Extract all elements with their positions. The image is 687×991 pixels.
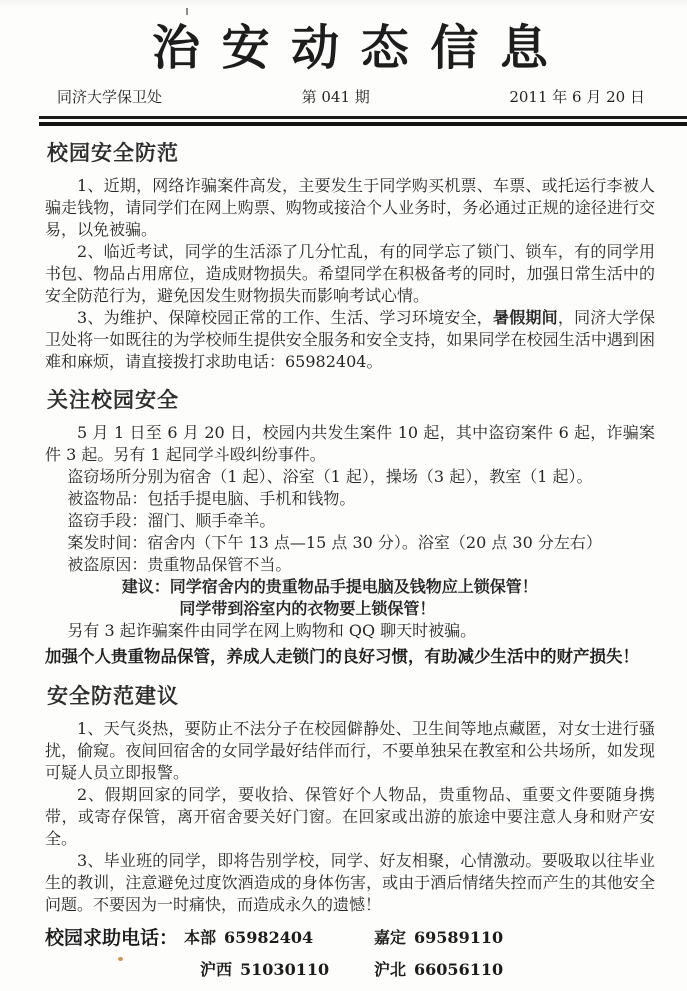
help-phone-label: 校园求助电话： [45,927,179,949]
issue-date: 2011 年 6 月 20 日 [509,88,645,106]
para-exam-season: 2、临近考试，同学的生活添了几分忙乱，有的同学忘了锁门、锁车，有的同学用书包、物品占用席位，造成财物损失。希望同学在积极备考的同时，加强日常生活中的安全防范行为，避免因发生财物损失而影响考试心情。 [45,242,655,305]
emphasis-valuables-reminder: 加强个人贵重物品保管，养成人走锁门的良好习惯，有助减少生活中的财产损失！ [45,647,639,666]
para-network-fraud: 1、近期，网络诈骗案件高发，主要发生于同学购买机票、车票、或托运行李被人骗走钱物，请同学们在网上购票、购物或接洽个人业务时，务必通过正规的途径进行交易，以免被骗。 [45,176,655,239]
para-hot-weather-caution: 1、天气炎热，要防止不法分子在校园僻静处、卫生间等地点藏匿，对女士进行骚扰，偷窥。夜间回宿舍的女同学最好结伴而行，不要单独呆在教室和公共场所，如发现可疑人员立即报警。 [45,719,655,782]
scan-artifact-dot [118,957,123,961]
phone-entry-hubei [374,960,503,980]
section-safety-advice [45,683,655,916]
section-heading-prevention: 校园安全防范 [47,141,179,165]
phone-number: 51030110 [240,960,330,979]
line-case-statistics: 5 月 1 日至 6 月 20 日，校园内共发生案件 10 起，其中盗窃案件 6 起，诈骗案件 3 起。另有 1 起同学斗殴纠纷事件。 [45,423,655,464]
para-summer-service [45,307,655,373]
phone-name: 沪西 [200,960,233,979]
para-summer-service-bold: 暑假期间 [492,308,558,327]
masthead [45,18,655,126]
para-holiday-belongings: 2、假期回家的同学，要收拾、保管好个人物品，贵重物品、重要文件要随身携带，或寄存保管，离开宿舍要关好门窗。在回家或出游的旅途中要注意人身和财产安全。 [45,785,655,848]
masthead-info-row [57,86,645,107]
phone-name: 沪北 [374,960,407,979]
section-campus-watch [45,387,655,669]
phone-entry-main-campus [184,928,374,948]
para-summer-service-pre: 3、为维护、保障校园正常的工作、生活、学习环境安全， [77,308,493,327]
line-advice-bathroom-lockup: 同学带到浴室内的衣物要上锁保管！ [179,599,436,618]
section-heading-advice: 安全防范建议 [47,684,179,708]
phone-name: 本部 [184,928,217,947]
line-theft-methods: 盗窃手段：溜门、顺手牵羊。 [67,511,276,530]
line-incident-times: 案发时间：宿舍内（下午 13 点—15 点 30 分）。浴室（20 点 30 分左右） [67,533,602,552]
bulletin-title: 治安动态信息 [151,20,570,76]
masthead-double-rule [39,116,687,126]
para-graduates-drinking: 3、毕业班的同学，即将告别学校，同学、好友相聚，心情激动。要吸取以往毕业生的教训，注意避免过度饮酒造成的身体伤害，或由于酒后情绪失控而产生的其他安全问题。不要因为一时痛快，而造成永久的遗憾！ [45,851,655,914]
line-stolen-items: 被盗物品：包括手提电脑、手机和钱物。 [67,489,356,508]
scan-artifact-tick [186,8,188,15]
line-theft-locations: 盗窃场所分别为宿舍（1 起）、浴室（1 起），操场（3 起），教室（1 起）。 [67,467,593,486]
phone-entry-jiading [374,928,503,948]
section-campus-prevention [45,140,655,373]
help-phone-grid [184,926,503,980]
phone-number: 66056110 [414,960,504,979]
para-summer-service-post: ，同济大学保卫处将一如既往的为学校师生提供安全服务和安全支持，如果同学在校园生活中遇到困难和麻烦，请直接拨打求助电话：65982404。 [45,308,655,371]
phone-number: 65982404 [224,928,314,947]
issue-number: 第 041 期 [301,88,370,106]
publisher: 同济大学保卫处 [57,88,163,106]
line-fraud-note: 另有 3 起诈骗案件由同学在网上购物和 QQ 聊天时被骗。 [67,621,477,640]
phone-entry-huxi [184,960,374,980]
phone-name: 嘉定 [374,928,407,947]
phone-number: 69589110 [414,928,504,947]
line-advice-dorm-lockup: 建议：同学宿舍内的贵重物品手提电脑及钱物应上锁保管！ [121,577,538,596]
line-theft-cause: 被盗原因：贵重物品保管不当。 [67,555,292,574]
section-heading-watch: 关注校园安全 [47,388,179,412]
footer-help-phones [45,926,655,980]
